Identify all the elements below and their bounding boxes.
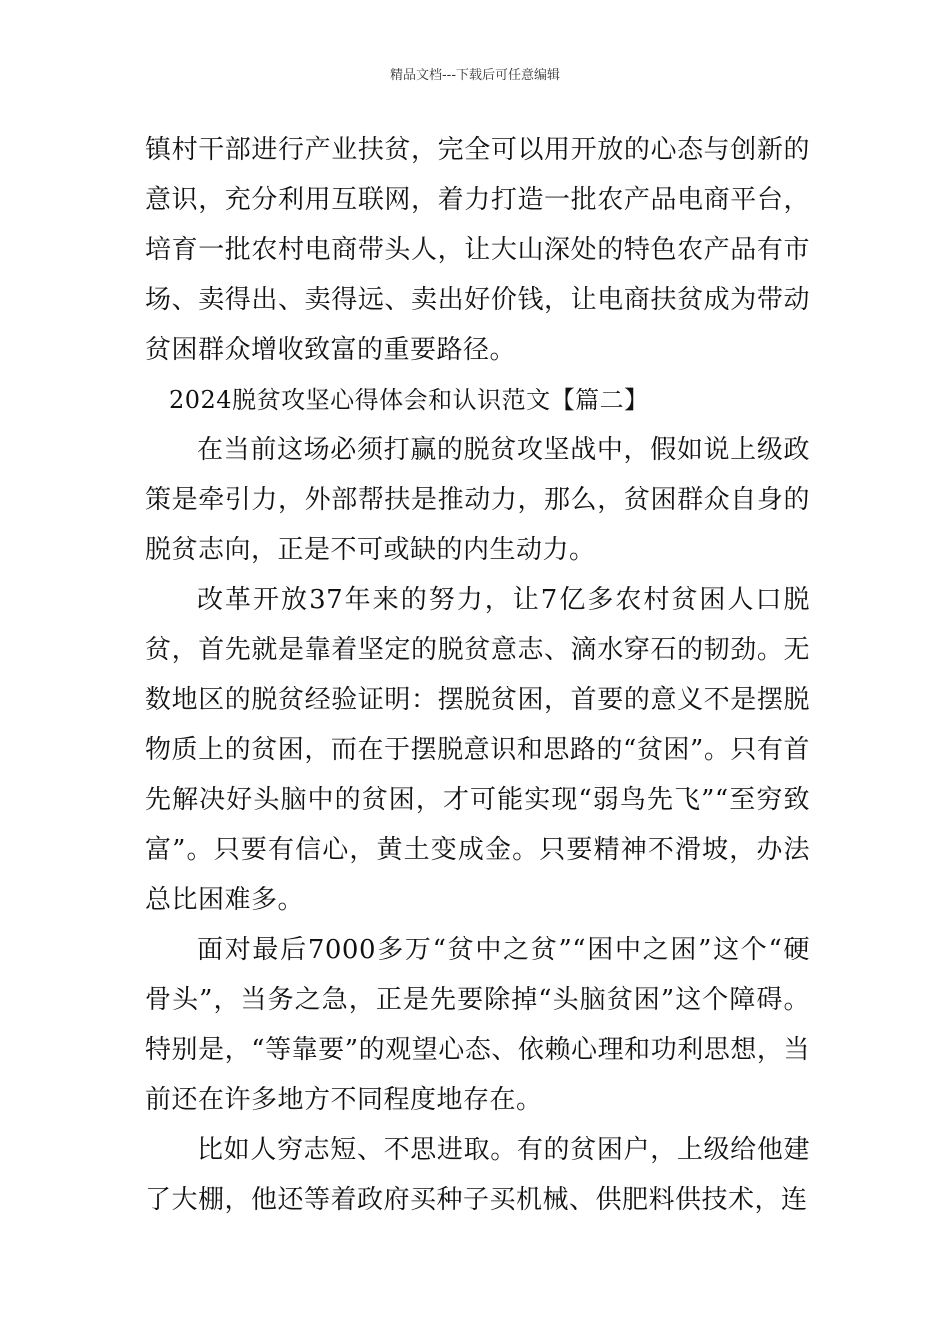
paragraph: 比如人穷志短、不思进取。有的贫困户，上级给他建了大棚，他还等着政府买种子买机械、供肥料供技术，连 bbox=[145, 1135, 810, 1215]
paragraph: 在当前这场必须打赢的脱贫攻坚战中，假如说上级政策是牵引力，外部帮扶是推动力，那么，贫困群众自身的脱贫志向，正是不可或缺的内生动力。 bbox=[145, 435, 810, 565]
paragraph-continuation: 镇村干部进行产业扶贫，完全可以用开放的心态与创新的意识，充分利用互联网，着力打造一批农产品电商平台，培育一批农村电商带头人，让大山深处的特色农产品有市场、卖得出、卖得远、卖出好价钱，让电商扶贫成为带动贫困群众增收致富的重要路径。 bbox=[145, 135, 810, 365]
page-header: 精品文档---下载后可任意编辑 bbox=[389, 68, 561, 83]
document-body bbox=[145, 125, 810, 1225]
section-title: 2024脱贫攻坚心得体会和认识范文【篇二】 bbox=[169, 386, 649, 414]
paragraph: 面对最后7000多万“贫中之贫”“困中之困”这个“硬骨头”，当务之急，正是先要除掉“头脑贫困”这个障碍。特别是，“等靠要”的观望心态、依赖心理和功利思想，当前还在许多地方不同程度地存在。 bbox=[145, 935, 810, 1115]
paragraph: 改革开放37年来的努力，让7亿多农村贫困人口脱贫，首先就是靠着坚定的脱贫意志、滴水穿石的韧劲。无数地区的脱贫经验证明：摆脱贫困，首要的意义不是摆脱物质上的贫困，而在于摆脱意识和思路的“贫困”。只有首先解决好头脑中的贫困，才可能实现“弱鸟先飞”“至穷致富”。只要有信心，黄土变成金。只要精神不滑坡，办法总比困难多。 bbox=[145, 585, 810, 915]
